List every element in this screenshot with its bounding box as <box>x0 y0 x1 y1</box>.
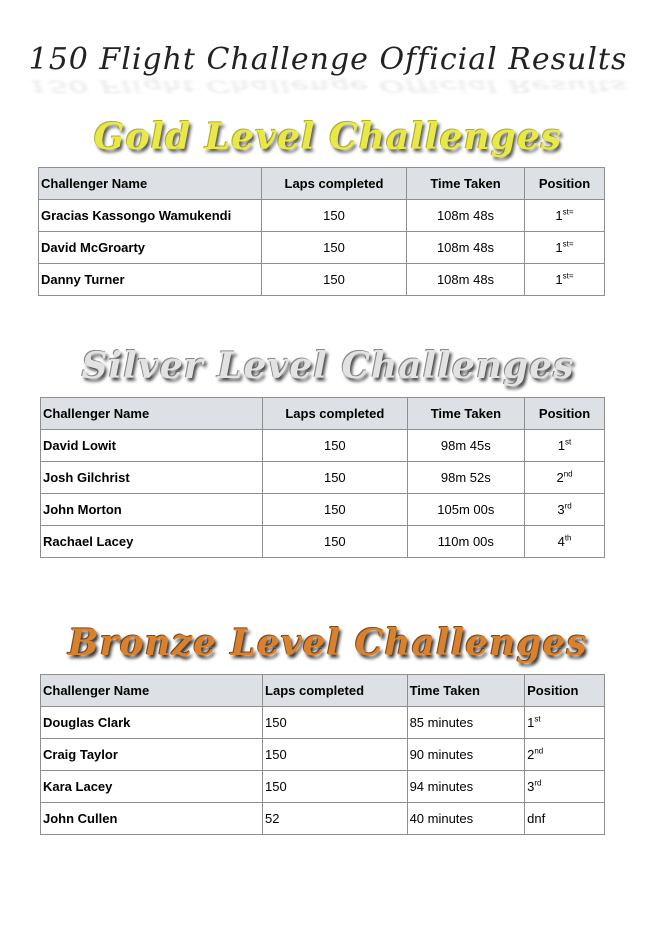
table-row <box>41 803 605 835</box>
header-laps-completed: Laps completed <box>263 675 408 707</box>
position-suffix: st <box>565 437 572 447</box>
position <box>525 494 605 526</box>
table-row <box>41 771 605 803</box>
silver-level-heading: Silver Level Challenges <box>81 345 575 387</box>
table-row <box>41 494 605 526</box>
page-title: 150 Flight Challenge Official Results <box>28 42 628 77</box>
time-taken: 98m 52s <box>407 462 525 494</box>
time-taken: 108m 48s <box>407 264 525 296</box>
laps-completed: 150 <box>262 232 407 264</box>
position-number: 1 <box>555 208 563 223</box>
header-laps-completed: Laps completed <box>263 398 408 430</box>
table-row <box>41 430 605 462</box>
time-taken: 108m 48s <box>407 200 525 232</box>
table-row <box>41 526 605 558</box>
laps-completed: 150 <box>263 430 408 462</box>
challenger-name: Danny Turner <box>39 264 262 296</box>
time-taken: 90 minutes <box>407 739 525 771</box>
header-position: Position <box>525 675 605 707</box>
table-row <box>39 232 605 264</box>
time-taken: 108m 48s <box>407 232 525 264</box>
header-challenger-name: Challenger Name <box>39 168 262 200</box>
challenger-name: David Lowit <box>41 430 263 462</box>
challenger-name: John Morton <box>41 494 263 526</box>
time-taken: 94 minutes <box>407 771 525 803</box>
laps-completed: 150 <box>263 494 408 526</box>
challenger-name: Douglas Clark <box>41 707 263 739</box>
position-number: 2 <box>556 470 564 485</box>
challenger-name: Kara Lacey <box>41 771 263 803</box>
position-suffix: st= <box>562 239 574 249</box>
position-suffix: nd <box>534 746 544 756</box>
position-suffix: st= <box>562 271 574 281</box>
header-challenger-name: Challenger Name <box>41 398 263 430</box>
laps-completed: 52 <box>263 803 408 835</box>
laps-completed: 150 <box>263 462 408 494</box>
table-row <box>39 264 605 296</box>
position <box>525 707 605 739</box>
laps-completed: 150 <box>262 200 407 232</box>
position-number: 3 <box>527 779 535 794</box>
page-title-reflection: 150 Flight Challenge Official Results <box>28 75 628 96</box>
position <box>525 200 605 232</box>
position-suffix: rd <box>564 501 572 511</box>
header-time-taken: Time Taken <box>407 168 525 200</box>
laps-completed: 150 <box>263 739 408 771</box>
header-position: Position <box>525 398 605 430</box>
position-number: 3 <box>557 502 565 517</box>
position-suffix: rd <box>534 778 542 788</box>
position-suffix: nd <box>563 469 573 479</box>
time-taken: 105m 00s <box>407 494 525 526</box>
position-number: 4 <box>557 534 565 549</box>
challenger-name: John Cullen <box>41 803 263 835</box>
laps-completed: 150 <box>263 771 408 803</box>
position-number: 2 <box>527 747 535 762</box>
bronze-results-table <box>40 674 605 835</box>
time-taken: 98m 45s <box>407 430 525 462</box>
position-number: dnf <box>527 811 546 826</box>
position-number: 1 <box>555 240 563 255</box>
position <box>525 264 605 296</box>
header-time-taken: Time Taken <box>407 675 525 707</box>
time-taken: 110m 00s <box>407 526 525 558</box>
table-header-row <box>41 398 605 430</box>
position <box>525 430 605 462</box>
position-suffix: st <box>534 714 541 724</box>
header-laps-completed: Laps completed <box>262 168 407 200</box>
position <box>525 232 605 264</box>
laps-completed: 150 <box>263 707 408 739</box>
table-row <box>41 739 605 771</box>
position <box>525 739 605 771</box>
table-row <box>39 200 605 232</box>
position-number: 1 <box>527 715 535 730</box>
header-position: Position <box>525 168 605 200</box>
table-row <box>41 462 605 494</box>
laps-completed: 150 <box>263 526 408 558</box>
header-challenger-name: Challenger Name <box>41 675 263 707</box>
challenger-name: Rachael Lacey <box>41 526 263 558</box>
challenger-name: David McGroarty <box>39 232 262 264</box>
gold-level-heading: Gold Level Challenges <box>93 116 563 158</box>
position <box>525 462 605 494</box>
position-suffix: th <box>564 533 572 543</box>
position-suffix: st= <box>562 207 574 217</box>
laps-completed: 150 <box>262 264 407 296</box>
position-number: 1 <box>557 438 566 453</box>
time-taken: 40 minutes <box>407 803 525 835</box>
table-header-row <box>39 168 605 200</box>
challenger-name: Josh Gilchrist <box>41 462 263 494</box>
gold-results-table <box>38 167 605 296</box>
position-number: 1 <box>555 272 563 287</box>
table-row <box>41 707 605 739</box>
silver-results-table <box>40 397 605 558</box>
challenger-name: Craig Taylor <box>41 739 263 771</box>
position <box>525 526 605 558</box>
bronze-level-heading: Bronze Level Challenges <box>68 622 588 664</box>
header-time-taken: Time Taken <box>407 398 525 430</box>
table-header-row <box>41 675 605 707</box>
position <box>525 771 605 803</box>
time-taken: 85 minutes <box>407 707 525 739</box>
position <box>525 803 605 835</box>
challenger-name: Gracias Kassongo Wamukendi <box>39 200 262 232</box>
